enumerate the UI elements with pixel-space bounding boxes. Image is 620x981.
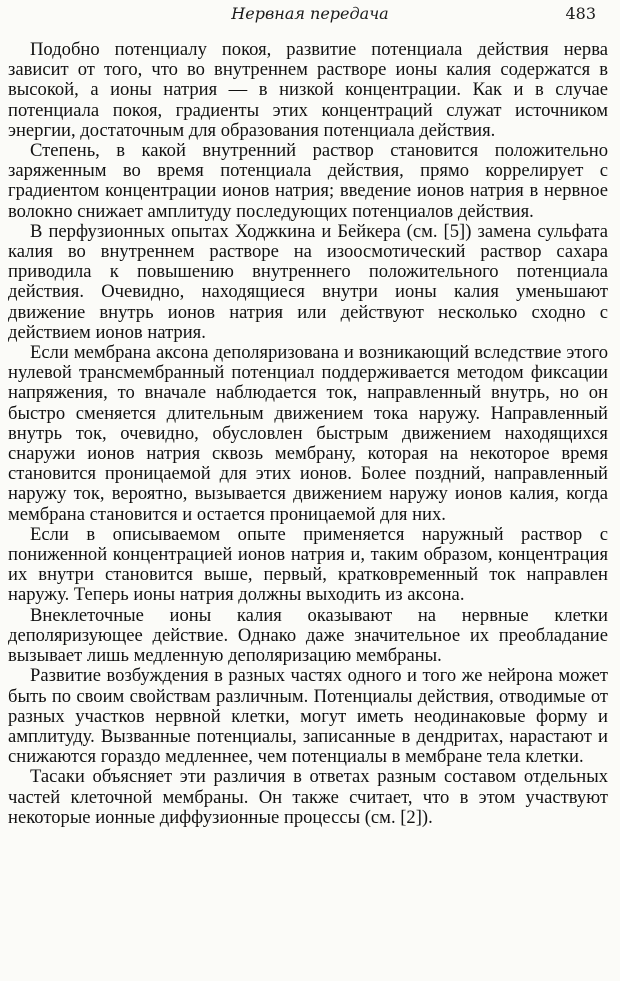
body-text <box>8 40 608 828</box>
paragraph: Если в описываемом опыте применяется наружный раствор с пониженной концентрацией ионов натрия и, таким образом, концентрация их внутри становится выше, первый, кратковременный ток направлен наружу. Теперь ионы натрия должны выходить из аксона. <box>8 523 608 606</box>
paragraph: Если мембрана аксона деполяризована и возникающий вследствие этого нулевой трансмембранный потенциал поддерживается методом фиксации напряжения, то вначале наблюдается ток, направленный внутрь, но он быстро сменяется длительным движением тока наружу. Направленный внутрь ток, очевидно, обусловлен быстрым движением находящихся снаружи ионов натрия сквозь мембрану, которая на некоторое время становится проницаемой для этих ионов. Более поздний, направленный наружу ток, вероятно, вызывается движением наружу ионов калия, когда мембрана становится и остается проницаемой для них. <box>8 342 608 525</box>
page-number: 483 <box>565 4 596 23</box>
paragraph: Развитие возбуждения в разных частях одного и того же нейрона может быть по своим свойствам различным. Потенциалы действия, отводимые от разных участков нервной клетки, могут иметь неодинаковые форму и амплитуду. Вызванные потенциалы, записанные в дендритах, нарастают и снижаются гораздо медленнее, чем потенциалы в мембране тела клетки. <box>8 665 608 768</box>
paragraph: Подобно потенциалу покоя, развитие потенциала действия нерва зависит от того, что во внутреннем растворе ионы калия содержатся в высокой, а ионы натрия — в низкой концентрации. Как и в случае потенциала покоя, градиенты этих концентраций служат источником энергии, достаточным для образования потенциала действия. <box>8 39 608 141</box>
paragraph: Степень, в какой внутренний раствор становится положительно заряженным во время потенциала действия, прямо коррелирует с градиентом концентрации ионов натрия; введение ионов натрия в нервное волокно снижает амплитуду последующих потенциалов действия. <box>8 140 608 222</box>
page-header <box>0 2 620 26</box>
running-title: Нервная передача <box>231 4 389 23</box>
paragraph: Тасаки объясняет эти различия в ответах разным составом отдельных частей клеточной мембраны. Он также считает, что в этом участвуют некоторые ионные диффузионные процессы (см. [2]). <box>8 766 608 828</box>
paragraph: В перфузионных опытах Ходжкина и Бейкера (см. [5]) замена сульфата калия во внутреннем растворе на изоосмотический раствор сахара приводила к повышению внутреннего положительного потенциала действия. Очевидно, находящиеся внутри ионы калия уменьшают движение внутрь ионов натрия или действуют несколько сходно с действием ионов натрия. <box>8 220 608 343</box>
paragraph: Внеклеточные ионы калия оказывают на нервные клетки деполяризующее действие. Однако даже значительное их преобладание вызывает лишь медленную деполяризацию мембраны. <box>8 604 608 667</box>
